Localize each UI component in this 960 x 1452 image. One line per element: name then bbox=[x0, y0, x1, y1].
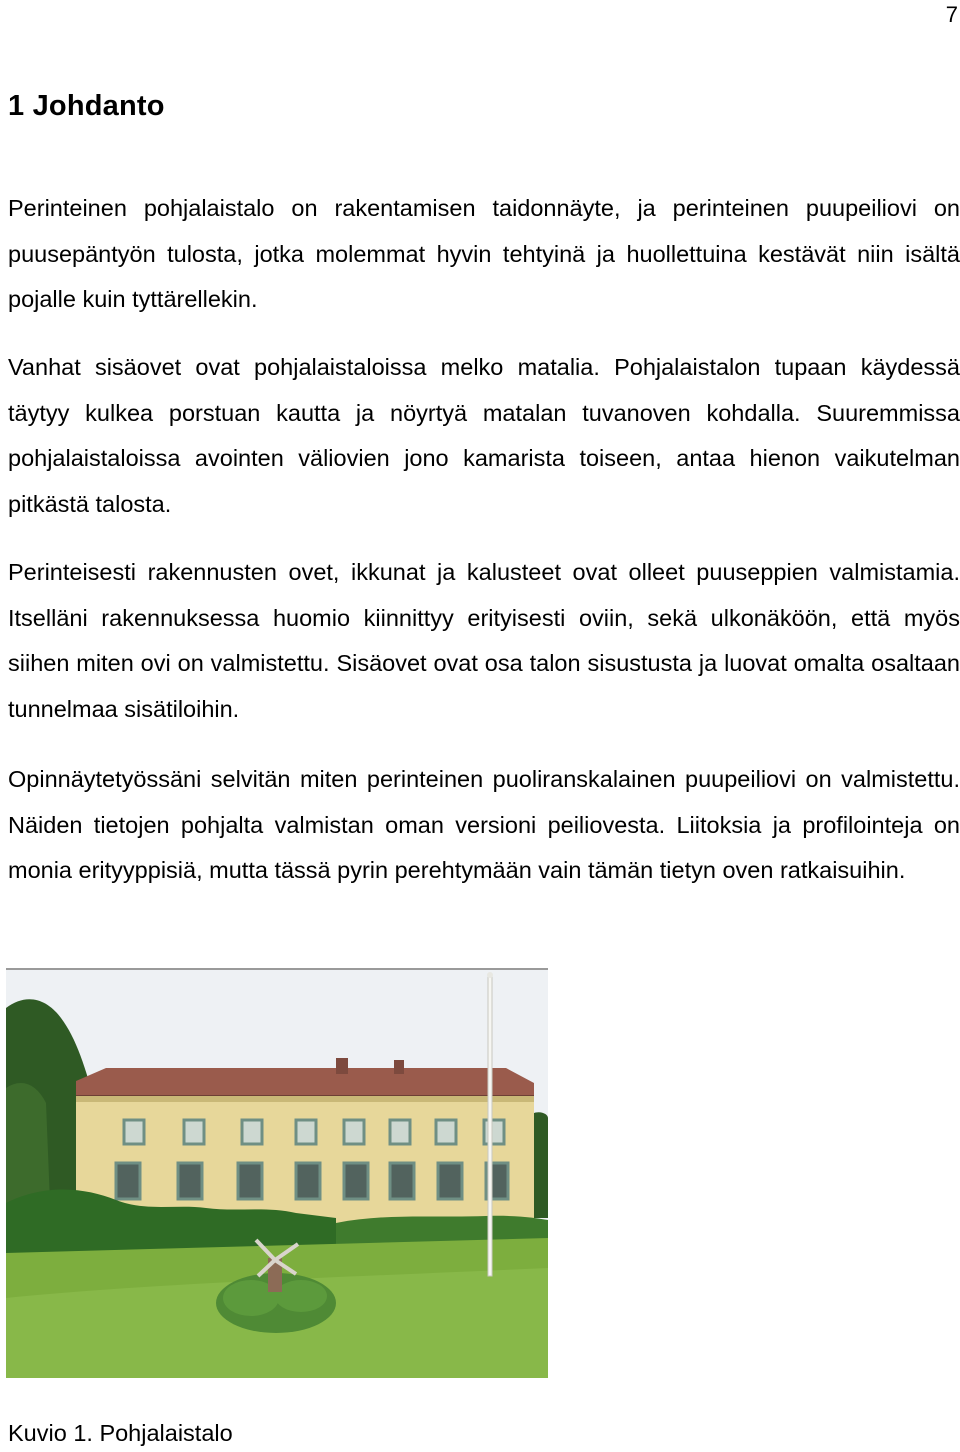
figure-caption: Kuvio 1. Pohjalaistalo bbox=[8, 1420, 233, 1446]
house-roof bbox=[76, 1068, 534, 1096]
chimney bbox=[394, 1060, 404, 1074]
section-heading: 1 Johdanto bbox=[8, 90, 165, 122]
paragraph-2: Vanhat sisäovet ovat pohjalaistaloissa melko matalia. Pohjalaistalon tupaan käydessä täytyy kulkea porstuan kautta ja nöyrtyä matalan tuvanoven kohdalla. Suuremmissa pohjalaistaloissa avointen väliovien jono kamarista toiseen, antaa hienon vaikutelman pitkästä talosta. bbox=[8, 354, 960, 517]
paragraph-4: Opinnäytetyössäni selvitän miten perinteinen puoliranskalainen puupeiliovi on valmistettu. Näiden tietojen pohjalta valmistan oman versioni peiliovesta. Liitoksia ja profilointeja on monia erityyppisiä, mutta tässä pyrin perehtymään vain tämän tietyn oven ratkaisuihin. bbox=[8, 766, 960, 883]
house-photo bbox=[6, 968, 548, 1378]
page-number: 7 bbox=[945, 2, 958, 27]
flagpole bbox=[488, 976, 492, 1276]
paragraph-3: Perinteisesti rakennusten ovet, ikkunat ja kalusteet ovat olleet puuseppien valmistamia. Itselläni rakennuksessa huomio kiinnittyy erityisesti oviin, sekä ulkonäköön, että myös siihen miten ovi on valmistettu. Sisäovet ovat osa talon sisustusta ja luovat omalta osaltaan tunnelmaa sisätiloihin. bbox=[8, 559, 960, 722]
chimney bbox=[336, 1058, 348, 1074]
paragraph-1: Perinteinen pohjalaistalo on rakentamisen taidonnäyte, ja perinteinen puupeiliovi on puusepäntyön tulosta, jotka molemmat hyvin tehtyinä ja huollettuina kestävät niin isältä pojalle kuin tyttärellekin. bbox=[8, 195, 960, 312]
